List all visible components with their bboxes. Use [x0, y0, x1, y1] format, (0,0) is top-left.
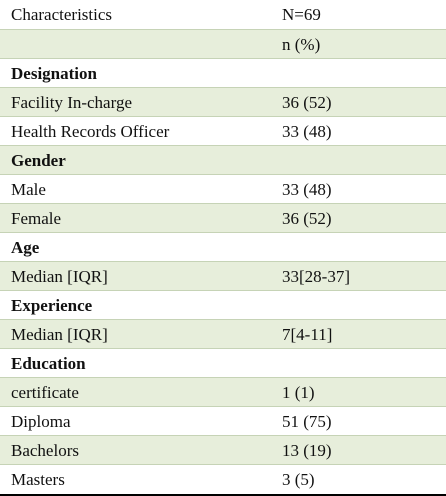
- table-row: [0, 203, 446, 232]
- row-label: Diploma: [11, 412, 71, 431]
- subheader-value: n (%): [282, 35, 321, 54]
- section-experience: [0, 290, 446, 319]
- row-label: Median [IQR]: [11, 325, 108, 344]
- row-label: Health Records Officer: [11, 122, 170, 141]
- header-label: Characteristics: [11, 5, 113, 24]
- section-title: Designation: [11, 64, 97, 83]
- row-value: 36 (52): [282, 93, 332, 112]
- section-title: Experience: [11, 296, 93, 315]
- row-label: Female: [11, 209, 62, 228]
- section-gender: [0, 145, 446, 174]
- row-label: Male: [11, 180, 46, 199]
- row-label: certificate: [11, 383, 79, 402]
- table-row: [0, 464, 446, 492]
- section-title: Education: [11, 354, 86, 373]
- row-value: 33 (48): [282, 122, 332, 141]
- table-row: [0, 435, 446, 464]
- row-value: 3 (5): [282, 470, 315, 489]
- row-value: 33[28-37]: [282, 267, 350, 286]
- table-row: [0, 377, 446, 406]
- row-value: 33 (48): [282, 180, 332, 199]
- row-label: Masters: [11, 470, 65, 489]
- row-value: 51 (75): [282, 412, 332, 431]
- table-row: [0, 319, 446, 348]
- row-label: Median [IQR]: [11, 267, 108, 286]
- table-header-row: [0, 0, 446, 29]
- row-label: Facility In-charge: [11, 93, 133, 112]
- header-value: N=69: [282, 5, 321, 24]
- row-value: 36 (52): [282, 209, 332, 228]
- section-education: [0, 348, 446, 377]
- table-row: [0, 406, 446, 435]
- table-row: [0, 116, 446, 145]
- row-value: 1 (1): [282, 383, 315, 402]
- table-row: [0, 174, 446, 203]
- table-row: [0, 87, 446, 116]
- table-subheader-row: [0, 29, 446, 58]
- row-value: 13 (19): [282, 441, 332, 460]
- section-title: Age: [11, 238, 40, 257]
- section-designation: [0, 58, 446, 87]
- row-label: Bachelors: [11, 441, 79, 460]
- section-title: Gender: [11, 151, 66, 170]
- row-value: 7[4-11]: [282, 325, 333, 344]
- section-age: [0, 232, 446, 261]
- table-row: [0, 261, 446, 290]
